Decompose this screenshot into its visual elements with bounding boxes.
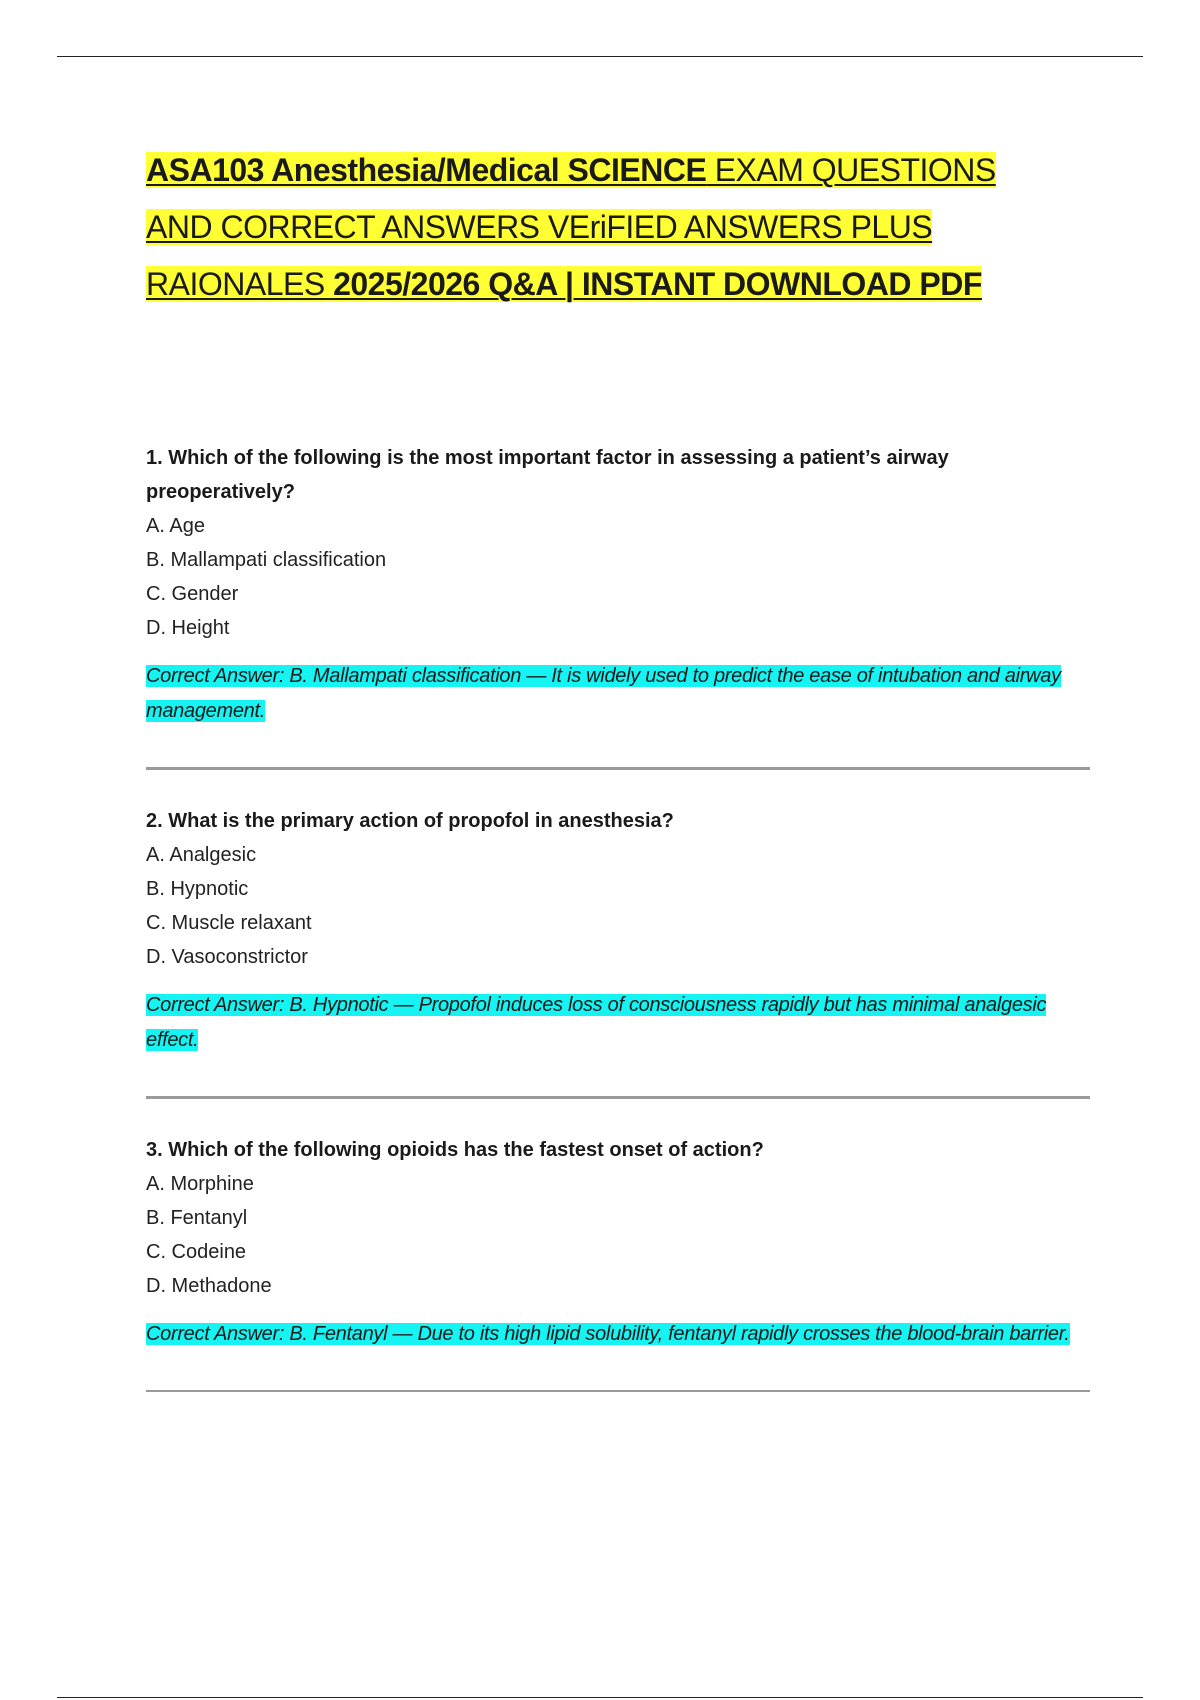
option-c: C. Muscle relaxant [146, 912, 312, 934]
question-text: 2. What is the primary action of propofol in anesthesia? [146, 810, 674, 832]
correct-answer [146, 988, 1090, 1058]
option-b: B. Hypnotic [146, 878, 249, 900]
question-text: 1. Which of the following is the most important factor in assessing a patient’s airway preoperatively? [146, 447, 949, 503]
option-c: C. Codeine [146, 1241, 247, 1263]
question-list [146, 441, 1090, 1392]
correct-answer [146, 1317, 1090, 1352]
option-a: A. Age [146, 515, 205, 537]
option-list [146, 1167, 1090, 1303]
question-divider [146, 1390, 1090, 1392]
correct-answer-text: Correct Answer: B. Mallampati classification — It is widely used to predict the ease of intubation and airway management. [146, 665, 1061, 722]
correct-answer-text: Correct Answer: B. Fentanyl — Due to its high lipid solubility, fentanyl rapidly crosses the blood-brain barrier. [146, 1323, 1070, 1345]
title-bold-tail: 2025/2026 Q&A | INSTANT DOWNLOAD PDF [333, 266, 982, 302]
correct-answer [146, 659, 1090, 729]
question-divider [146, 767, 1090, 770]
option-c: C. Gender [146, 583, 239, 605]
question-1 [146, 441, 1090, 729]
title-rest-part: EXAM QUESTIONS AND CORRECT ANSWERS VEriFIED ANSWERS PLUS RAIONALES [146, 152, 996, 302]
option-b: B. Fentanyl [146, 1207, 248, 1229]
document-title [146, 142, 1046, 313]
correct-answer-text: Correct Answer: B. Hypnotic — Propofol induces loss of consciousness rapidly but has minimal analgesic effect. [146, 994, 1047, 1051]
option-list [146, 838, 1090, 974]
title-bold-part: ASA103 Anesthesia/Medical SCIENCE [146, 152, 707, 188]
footer-rule [57, 1697, 1143, 1698]
option-b: B. Mallampati classification [146, 549, 387, 571]
document-body [146, 142, 1090, 1426]
header-rule [57, 56, 1143, 57]
option-d: D. Methadone [146, 1275, 272, 1297]
option-d: D. Vasoconstrictor [146, 946, 308, 968]
option-a: A. Analgesic [146, 844, 257, 866]
question-2 [146, 804, 1090, 1058]
option-d: D. Height [146, 617, 230, 639]
option-list [146, 509, 1090, 645]
question-3 [146, 1133, 1090, 1352]
question-text: 3. Which of the following opioids has the fastest onset of action? [146, 1139, 764, 1161]
question-divider [146, 1096, 1090, 1099]
option-a: A. Morphine [146, 1173, 254, 1195]
